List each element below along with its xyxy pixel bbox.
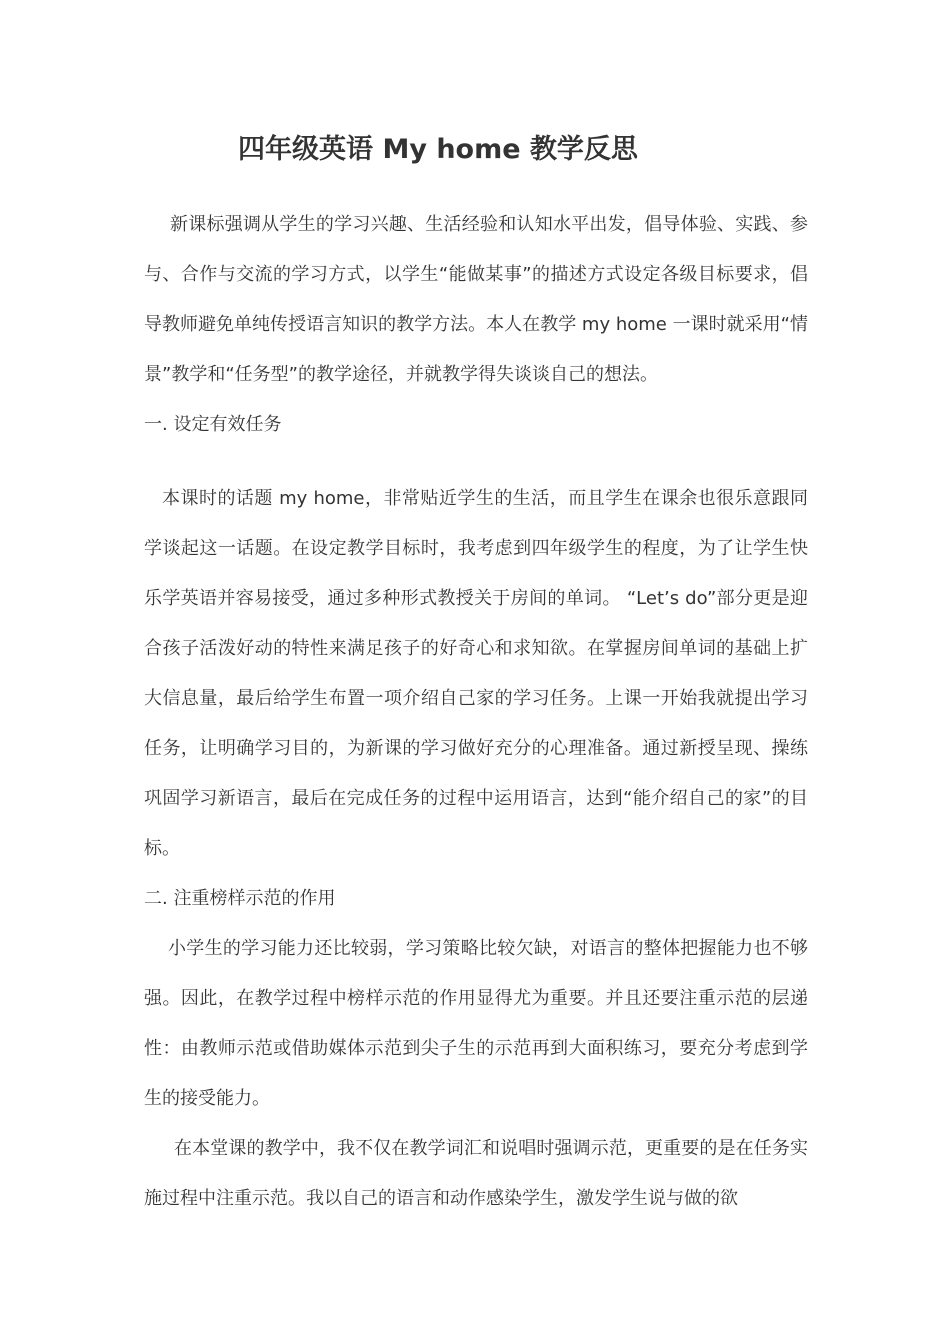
- section-heading-2: 二. 注重榜样示范的作用: [144, 888, 336, 909]
- document-body: [144, 200, 808, 1224]
- document-title: 四年级英语 My home 教学反思: [238, 134, 638, 165]
- section-heading-1: 一. 设定有效任务: [144, 414, 282, 435]
- paragraph-intro: 新课标强调从学生的学习兴趣、生活经验和认知水平出发，倡导体验、实践、参与、合作与交流的学习方式，以学生“能做某事”的描述方式设定各级目标要求，倡导教师避免单纯传授语言知识的教学方法。本人在教学 my home 一课时就采用“情景”教学和“任务型”的教学途径，并就教学得失谈谈自己的想法。: [144, 214, 808, 385]
- paragraph-section-2-continued: 在本堂课的教学中，我不仅在教学词汇和说唱时强调示范，更重要的是在任务实施过程中注重示范。我以自己的语言和动作感染学生，激发学生说与做的欲: [144, 1138, 808, 1209]
- paragraph-section-2: 小学生的学习能力还比较弱，学习策略比较欠缺，对语言的整体把握能力也不够强。因此，在教学过程中榜样示范的作用显得尤为重要。并且还要注重示范的层递性：由教师示范或借助媒体示范到尖子生的示范再到大面积练习，要充分考虑到学生的接受能力。: [144, 938, 808, 1109]
- paragraph-section-1: 本课时的话题 my home，非常贴近学生的生活，而且学生在课余也很乐意跟同学谈起这一话题。在设定教学目标时，我考虑到四年级学生的程度，为了让学生快乐学英语并容易接受，通过多种形式教授关于房间的单词。 “Let’s do”部分更是迎合孩子活泼好动的特性来满足孩子的好奇心和求知欲。在掌握房间单词的基础上扩大信息量，最后给学生布置一项介绍自己家的学习任务。上课一开始我就提出学习任务，让明确学习目的，为新课的学习做好充分的心理准备。通过新授呈现、操练巩固学习新语言，最后在完成任务的过程中运用语言，达到“能介绍自己的家”的目标。: [144, 488, 808, 859]
- paragraph-gap: [144, 450, 808, 474]
